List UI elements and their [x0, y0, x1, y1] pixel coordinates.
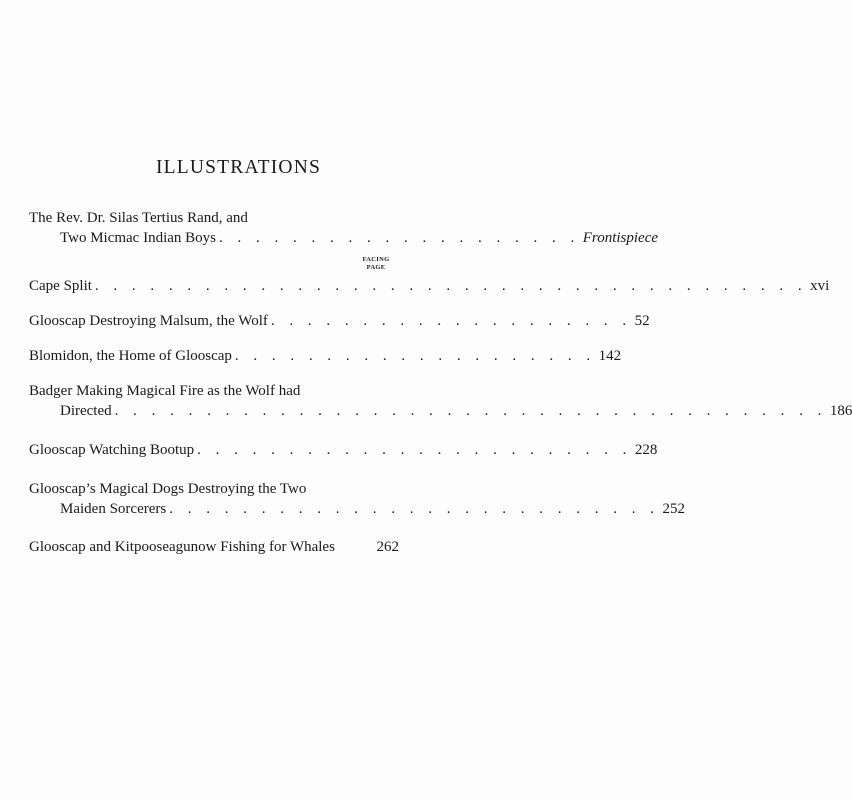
illustration-entry: [29, 381, 852, 421]
entry-title: Glooscap Destroying Malsum, the Wolf: [29, 313, 268, 329]
entry-page: 186: [829, 403, 852, 419]
dot-leader: . . . . . . . . . . . . . . . . . . . .: [234, 348, 596, 364]
entry-title-line2: Maiden Sorcerers: [60, 501, 167, 517]
illustration-entry: [29, 440, 658, 460]
entry-page: 52: [634, 313, 650, 329]
dot-leader: . . . . . . . . . . . . . . . . . . . .: [270, 313, 632, 329]
entry-title-line2: Directed: [60, 403, 112, 419]
entry-line: [29, 440, 658, 460]
illustration-entry: [29, 537, 399, 557]
entry-title-line1: The Rev. Dr. Silas Tertius Rand, and: [29, 210, 248, 226]
entry-title: Glooscap and Kitpooseagunow Fishing for Whales: [29, 539, 335, 555]
entry-line: [29, 381, 399, 401]
entry-page: 228: [634, 442, 658, 458]
entry-page: Frontispiece: [582, 230, 659, 246]
dot-leader: . . . . . . . . . . . . . . . . . . . . . . . . . . . . . . . . . . . . . . .: [94, 278, 808, 294]
page-label: PAGE: [366, 264, 386, 271]
entry-line: [29, 311, 650, 331]
page-title: ILLUSTRATIONS: [155, 157, 322, 178]
entry-title: Cape Split: [29, 278, 92, 294]
entry-title-line1: Badger Making Magical Fire as the Wolf had: [29, 383, 301, 399]
entry-page: 252: [662, 501, 685, 517]
dot-leader: . . . . . . . . . . . . . . . . . . . . . . . . . . . . . . . . . . . . . . .: [114, 403, 827, 419]
illustration-entry: [29, 311, 650, 331]
entry-line: [29, 208, 399, 228]
illustration-entry: [29, 208, 659, 248]
entry-page: 142: [598, 348, 622, 364]
entry-title: Blomidon, the Home of Glooscap: [29, 348, 232, 364]
entry-line: [29, 537, 399, 557]
illustration-entry: [29, 346, 622, 366]
entry-title-line1: Glooscap’s Magical Dogs Destroying the Two: [29, 481, 307, 497]
entry-line: [29, 228, 659, 248]
entry-page: xvi: [810, 278, 830, 294]
entry-line: [29, 346, 622, 366]
illustration-entry: [29, 479, 685, 519]
facing-page-header: [356, 256, 396, 272]
facing-label: FACING: [362, 256, 390, 263]
dot-leader: . . . . . . . . . . . . . . . . . . . .: [219, 230, 580, 246]
dot-leader: . . . . . . . . . . . . . . . . . . . . . . . . . . .: [169, 501, 660, 517]
entry-line: [29, 401, 852, 421]
entry-page: 262: [376, 539, 399, 555]
dot-leader: . . . . . . . . . . . . . . . . . . . . . . . .: [197, 442, 632, 458]
entry-title: Glooscap Watching Bootup: [29, 442, 195, 458]
illustration-entry: [29, 276, 830, 296]
entry-title-line2: Two Micmac Indian Boys: [60, 230, 217, 246]
entry-line: [29, 276, 830, 296]
entry-line: [29, 499, 685, 519]
entry-line: [29, 479, 399, 499]
